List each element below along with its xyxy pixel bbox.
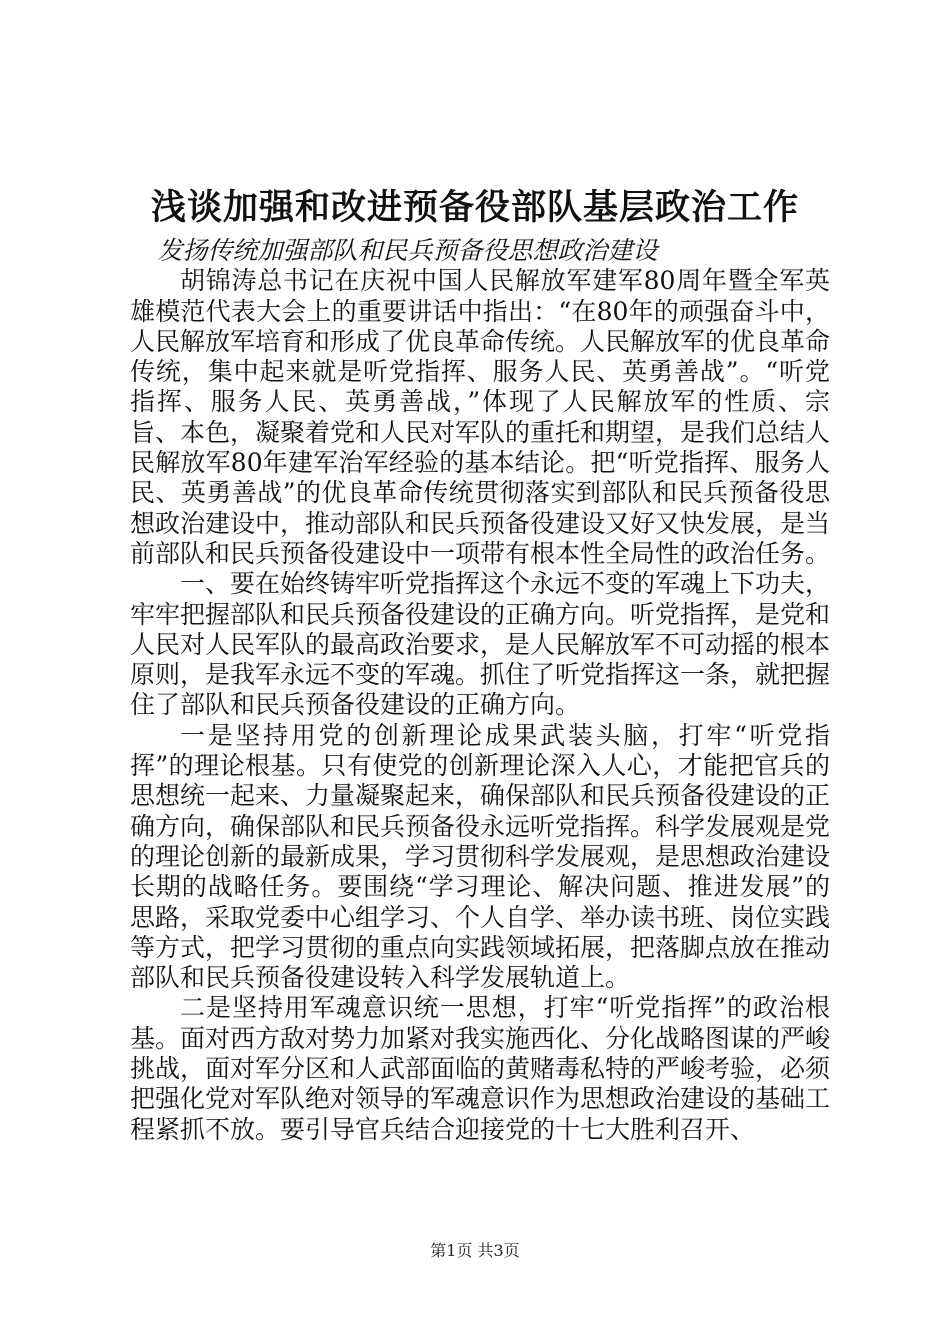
body-paragraph: 一是坚持用党的创新理论成果武装头脑，打牢“听党指挥”的理论根基。只有使党的创新理论深入人心，才能把官兵的思想统一起来、力量凝聚起来，确保部队和民兵预备役建设的正确方向，确保部队和民兵预备役永远听党指挥。科学发展观是党的理论创新的最新成果，学习贯彻科学发展观，是思想政治建设长期的战略任务。要围绕“学习理论、解决问题、推进发展”的思路，采取党委中心组学习、个人自学、举办读书班、岗位实践等方式，把学习贯彻的重点向实践领域拓展，把落脚点放在推动部队和民兵预备役建设转入科学发展轨道上。 <box>130 720 831 993</box>
page-number-footer: 第1页 共3页 <box>430 1241 520 1260</box>
subtitle-paragraph: 发扬传统加强部队和民兵预备役思想政治建设 <box>157 236 658 265</box>
body-paragraph: 二是坚持用军魂意识统一思想，打牢“听党指挥”的政治根基。面对西方敌对势力加紧对我实施西化、分化战略图谋的严峻挑战，面对军分区和人武部面临的黄赌毒私特的严峻考验，必须把强化党对军队绝对领导的军魂意识作为思想政治建设的基础工程紧抓不放。要引导官兵结合迎接党的十七大胜利召开、 <box>130 993 831 1144</box>
document-body <box>130 236 830 1145</box>
document-title: 浅谈加强和改进预备役部队基层政治工作 <box>150 187 799 228</box>
body-paragraph: 胡锦涛总书记在庆祝中国人民解放军建军80周年暨全军英雄模范代表大会上的重要讲话中指出：“在80年的顽强奋斗中，人民解放军培育和形成了优良革命传统。人民解放军的优良革命传统，集中起来就是听党指挥、服务人民、英勇善战”。“听党指挥、服务人民、英勇善战，”体现了人民解放军的性质、宗旨、本色，凝聚着党和人民对军队的重托和期望，是我们总结人民解放军80年建军治军经验的基本结论。把“听党指挥、服务人民、英勇善战”的优良革命传统贯彻落实到部队和民兵预备役思想政治建设中，推动部队和民兵预备役建设又好又快发展，是当前部队和民兵预备役建设中一项带有根本性全局性的政治任务。 <box>130 266 831 568</box>
body-paragraph: 一、要在始终铸牢听党指挥这个永远不变的军魂上下功夫，牢牢把握部队和民兵预备役建设的正确方向。听党指挥，是党和人民对人民军队的最高政治要求，是人民解放军不可动摇的根本原则，是我军永远不变的军魂。抓住了听党指挥这一条，就把握住了部队和民兵预备役建设的正确方向。 <box>130 569 831 720</box>
